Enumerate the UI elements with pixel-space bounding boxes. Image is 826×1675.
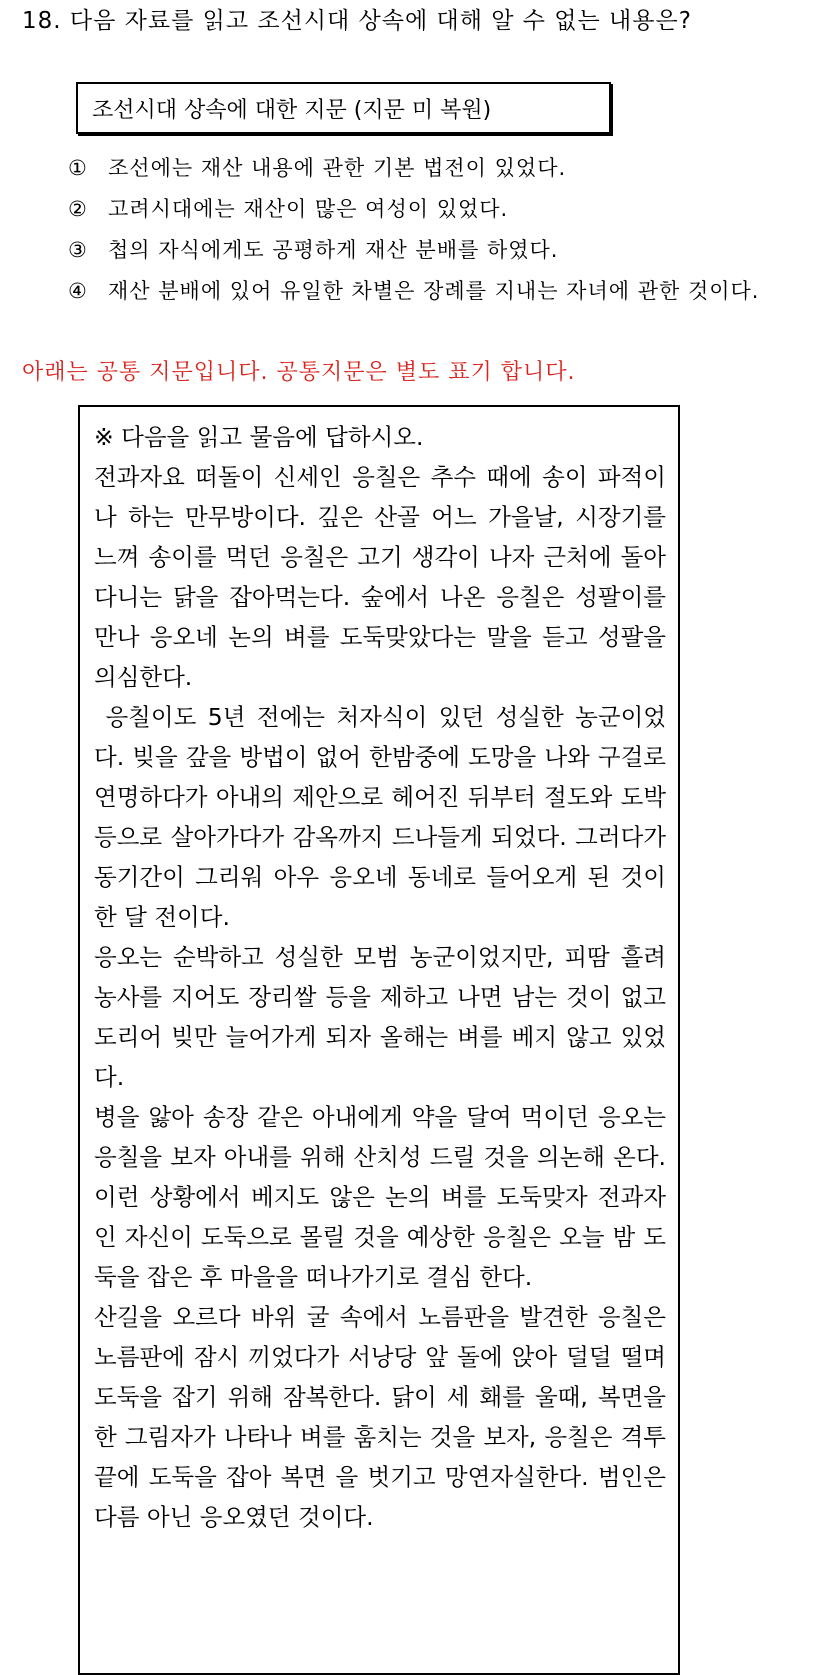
choice-4[interactable]: [68, 277, 768, 305]
answer-choices: [68, 154, 768, 318]
choice-text: 첩의 자식에게도 공평하게 재산 분배를 하였다.: [108, 238, 559, 262]
choice-number: ④: [68, 279, 88, 303]
passage-text: [94, 417, 674, 1537]
passage-paragraph: 응오는 순박하고 성실한 모범 농군이었지만, 피땀 흘려 농사를 지어도 장리쌀 등을 제하고 나면 남는 것이 없고 도리어 빚만 늘어가게 되자 올해는 벼를 베지 않고 있었다.: [94, 943, 666, 1091]
choice-number: ②: [68, 197, 88, 221]
passage-paragraph: 산길을 오르다 바위 굴 속에서 노름판을 발견한 응칠은 노름판에 잠시 끼었다가 서낭당 앞 돌에 앉아 덜덜 떨며 도둑을 잡기 위해 잠복한다. 닭이 세 홰를 울때, 복면을 한 그림자가 나타나 벼를 훔치는 것을 보자, 응칠은 격투 끝에 도둑을 잡아 복면 을 벗기고 망연자실한다. 범인은 다름 아닌 응오였던 것이다.: [94, 1303, 666, 1531]
choice-text: 고려시대에는 재산이 많은 여성이 있었다.: [108, 197, 509, 221]
passage-title-box: [76, 82, 611, 134]
passage-box: [78, 405, 680, 1675]
choice-2[interactable]: [68, 195, 768, 223]
choice-3[interactable]: [68, 236, 768, 264]
choice-number: ③: [68, 238, 88, 262]
choice-1[interactable]: [68, 154, 768, 182]
passage-paragraph: 응칠이도 5년 전에는 처자식이 있던 성실한 농군이었다. 빚을 갚을 방법이 없어 한밤중에 도망을 나와 구걸로 연명하다가 아내의 제안으로 헤어진 뒤부터 절도와 도박 등으로 살아가다가 감옥까지 드나들게 되었다. 그러다가 동기간이 그리워 아우 응오네 동네로 들어오게 된 것이 한 달 전이다.: [94, 703, 674, 931]
passage-title-text: 조선시대 상속에 대한 지문 (지문 미 복원): [92, 97, 492, 123]
passage-paragraph: 전과자요 떠돌이 신세인 응칠은 추수 때에 송이 파적이나 하는 만무방이다. 깊은 산골 어느 가을날, 시장기를 느껴 송이를 먹던 응칠은 고기 생각이 나자 근처에 돌아다니는 닭을 잡아먹는다. 숲에서 나온 응칠은 성팔이를 만나 응오네 논의 벼를 도둑맞았다는 말을 듣고 성팔을 의심한다.: [94, 463, 666, 691]
passage-instruction: ※ 다음을 읽고 물음에 답하시오.: [94, 423, 424, 451]
choice-number: ①: [68, 156, 88, 180]
question-text: 18. 다음 자료를 읽고 조선시대 상속에 대해 알 수 없는 내용은?: [22, 8, 692, 34]
passage-paragraph: 병을 앓아 송장 같은 아내에게 약을 달여 먹이던 응오는 응칠을 보자 아내를 위해 산치성 드릴 것을 의논해 온다. 이런 상황에서 베지도 않은 논의 벼를 도둑맞자 전과자인 자신이 도둑으로 몰릴 것을 예상한 응칠은 오늘 밤 도둑을 잡은 후 마을을 떠나가기로 결심 한다.: [94, 1103, 666, 1291]
choice-text: 재산 분배에 있어 유일한 차별은 장례를 지내는 자녀에 관한 것이다.: [108, 279, 760, 303]
common-passage-notice: 아래는 공통 지문입니다. 공통지문은 별도 표기 합니다.: [22, 360, 576, 385]
choice-text: 조선에는 재산 내용에 관한 기본 법전이 있었다.: [108, 156, 567, 180]
